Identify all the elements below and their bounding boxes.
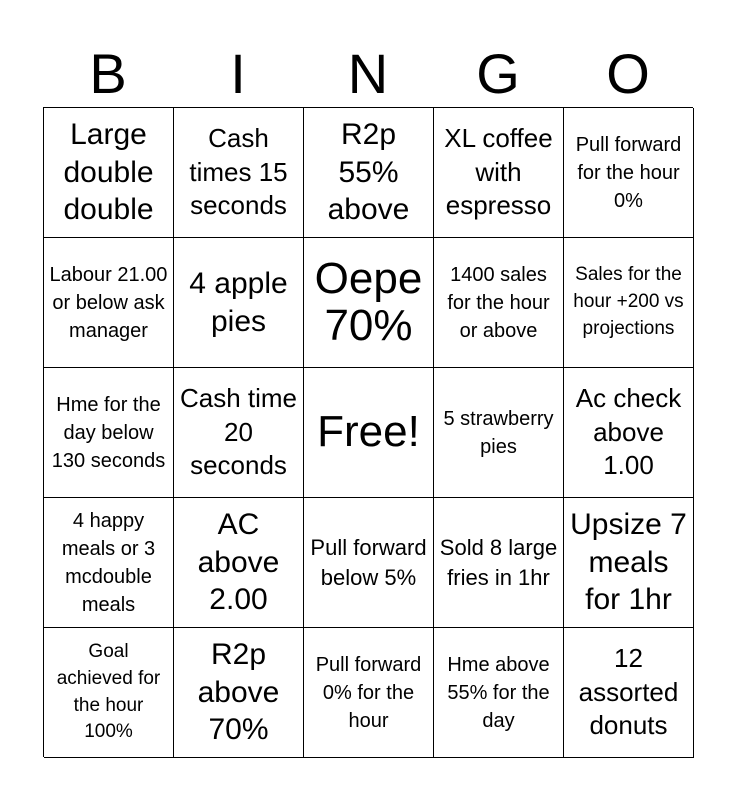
cell-text: 5 strawberry pies <box>443 407 554 458</box>
cell-text: Ac check above 1.00 <box>575 382 682 481</box>
bingo-cell[interactable] <box>434 108 564 238</box>
cell-text: R2p 55% above <box>327 118 410 227</box>
bingo-cell[interactable] <box>174 628 304 758</box>
cell-text: 12 assorted donuts <box>578 642 679 741</box>
bingo-cell[interactable] <box>304 498 434 628</box>
header-letter-b: B <box>89 42 127 105</box>
bingo-cell[interactable] <box>434 238 564 368</box>
bingo-cell[interactable] <box>434 498 564 628</box>
bingo-cell[interactable] <box>44 368 174 498</box>
cell-text: Cash time 20 seconds <box>179 382 298 481</box>
bingo-cell-free[interactable] <box>304 368 434 498</box>
bingo-cell[interactable] <box>44 628 174 758</box>
bingo-cell[interactable] <box>564 498 694 628</box>
bingo-header <box>43 42 693 106</box>
free-space-label: Free! <box>317 407 420 457</box>
cell-text: Cash times 15 seconds <box>189 122 288 221</box>
bingo-cell[interactable] <box>434 368 564 498</box>
cell-text: Sales for the hour +200 vs projections <box>573 264 684 339</box>
header-letter-i: I <box>230 42 246 105</box>
header-letter-g: G <box>476 42 520 105</box>
bingo-cell[interactable] <box>44 108 174 238</box>
cell-text: Sold 8 large fries in 1hr <box>439 534 558 590</box>
header-letter-o: O <box>606 42 650 105</box>
cell-text: Goal achieved for the hour 100% <box>56 640 161 743</box>
bingo-cell[interactable] <box>174 368 304 498</box>
bingo-cell[interactable] <box>304 238 434 368</box>
bingo-cell[interactable] <box>44 238 174 368</box>
bingo-cell[interactable] <box>564 238 694 368</box>
cell-text: Large double double <box>63 118 154 227</box>
bingo-cell[interactable] <box>174 238 304 368</box>
bingo-cell[interactable] <box>304 108 434 238</box>
cell-text: Pull forward for the hour 0% <box>575 133 682 212</box>
cell-text: 4 happy meals or 3 mcdouble meals <box>61 509 156 616</box>
bingo-cell[interactable] <box>564 368 694 498</box>
bingo-cell[interactable] <box>564 628 694 758</box>
bingo-grid <box>43 107 693 757</box>
cell-text: 1400 sales for the hour or above <box>447 263 550 342</box>
cell-text: XL coffee with espresso <box>444 122 553 221</box>
cell-text: Hme for the day below 130 seconds <box>51 393 166 472</box>
bingo-cell[interactable] <box>564 108 694 238</box>
header-letter-n: N <box>347 42 389 105</box>
cell-text: Oepe 70% <box>314 254 423 350</box>
bingo-cell[interactable] <box>304 628 434 758</box>
bingo-cell[interactable] <box>174 498 304 628</box>
cell-text: AC above 2.00 <box>197 508 280 617</box>
cell-text: 4 apple pies <box>189 267 288 338</box>
cell-text: Upsize 7 meals for 1hr <box>570 508 687 617</box>
cell-text: Pull forward below 5% <box>310 534 427 590</box>
bingo-cell[interactable] <box>44 498 174 628</box>
cell-text: Labour 21.00 or below ask manager <box>49 263 168 342</box>
cell-text: R2p above 70% <box>197 638 280 747</box>
cell-text: Hme above 55% for the day <box>447 653 550 732</box>
bingo-cell[interactable] <box>174 108 304 238</box>
cell-text: Pull forward 0% for the hour <box>315 653 422 732</box>
bingo-cell[interactable] <box>434 628 564 758</box>
